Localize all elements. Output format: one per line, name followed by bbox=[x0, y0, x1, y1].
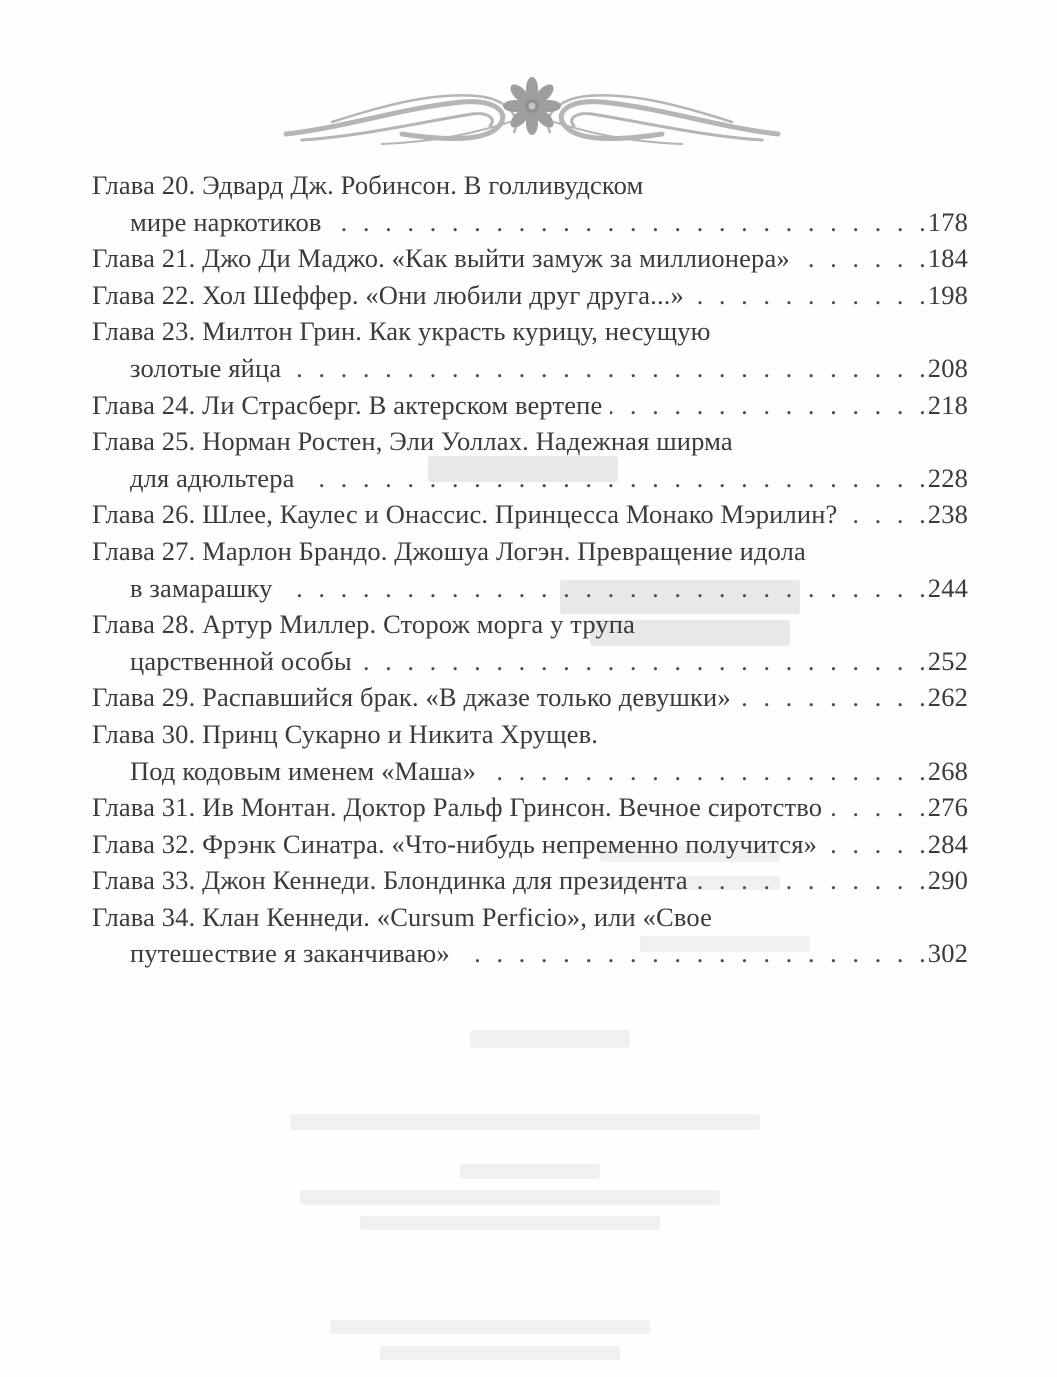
toc-entry-chapter-33[interactable] bbox=[92, 862, 968, 899]
toc-entry-chapter-31[interactable] bbox=[92, 789, 968, 826]
toc-page-number: 290 bbox=[927, 865, 968, 896]
toc-entry-title: Глава 24. Ли Страсберг. В актерском вертепе bbox=[92, 389, 603, 420]
toc-entry-chapter-24[interactable] bbox=[92, 387, 968, 424]
toc-entry-chapter-21[interactable] bbox=[92, 240, 968, 277]
toc-entry-title: Глава 31. Ив Монтан. Доктор Ральф Гринсон. Вечное сиротство bbox=[92, 792, 823, 823]
toc-entry-title-cont: для адюльтера bbox=[130, 462, 295, 493]
toc-entry-chapter-29[interactable] bbox=[92, 679, 968, 716]
toc-entry-title-cont: золотые яйца bbox=[130, 352, 282, 383]
toc-entry-title: Глава 20. Эдвард Дж. Робинсон. В голливудском bbox=[92, 170, 644, 200]
dot-leader bbox=[281, 570, 926, 607]
toc-entry-title: Глава 23. Милтон Грин. Как украсть курицу, несущую bbox=[92, 316, 711, 347]
dot-leader bbox=[484, 753, 926, 790]
toc-entry-title-cont: путешествие я заканчиваю» bbox=[130, 938, 450, 969]
toc-entry-chapter-23[interactable] bbox=[92, 313, 968, 386]
toc-entry-title: Глава 25. Норман Ростен, Эли Уоллах. Надежная ширма bbox=[92, 426, 733, 457]
toc-entry-chapter-25[interactable] bbox=[92, 423, 968, 496]
toc-entry-title: Глава 34. Клан Кеннеди. «Cursum Perficio», или «Свое bbox=[92, 901, 712, 932]
toc-entry-title: Глава 28. Артур Миллер. Сторож морга у трупа bbox=[92, 609, 636, 640]
toc-entry-chapter-34[interactable] bbox=[92, 899, 968, 972]
dot-leader bbox=[303, 460, 926, 497]
dot-leader bbox=[289, 350, 926, 387]
toc-entry-chapter-27[interactable] bbox=[92, 533, 968, 606]
dot-leader bbox=[798, 240, 926, 277]
toc-entry-chapter-28[interactable] bbox=[92, 606, 968, 679]
toc-page-number: 262 bbox=[927, 682, 968, 713]
dot-leader bbox=[696, 862, 926, 899]
toc-entry-chapter-26[interactable] bbox=[92, 496, 968, 533]
dot-leader bbox=[692, 277, 926, 314]
toc-entry-title: Глава 26. Шлее, Каулес и Онассис. Принцесса Монако Мэрилин? bbox=[92, 499, 838, 530]
toc-entry-title: Глава 21. Джо Ди Маджо. «Как выйти замуж за миллионера» bbox=[92, 243, 790, 274]
toc-page-number: 184 bbox=[927, 243, 968, 274]
dot-leader bbox=[830, 789, 926, 826]
dot-leader bbox=[330, 204, 926, 241]
toc-entry-chapter-22[interactable] bbox=[92, 277, 968, 314]
toc-page-number: 238 bbox=[927, 499, 968, 530]
toc-page-number: 252 bbox=[927, 645, 968, 676]
toc-entry-chapter-20[interactable] bbox=[92, 167, 968, 240]
toc-entry-title-cont: в замарашку bbox=[130, 572, 273, 603]
toc-entry-title: Глава 30. Принц Сукарно и Никита Хрущев. bbox=[92, 718, 599, 749]
toc-entry-title: Глава 33. Джон Кеннеди. Блондинка для президента bbox=[92, 865, 688, 896]
toc-entry-title: Глава 27. Марлон Брандо. Джошуа Логэн. Превращение идола bbox=[92, 535, 806, 566]
toc-page-number: 244 bbox=[927, 572, 968, 603]
toc-entry-title: Глава 29. Распавшийся брак. «В джазе только девушки» bbox=[92, 682, 731, 713]
table-of-contents bbox=[92, 167, 968, 972]
toc-page-number: 208 bbox=[927, 352, 968, 383]
toc-page-number: 218 bbox=[927, 389, 968, 420]
dot-leader bbox=[739, 679, 926, 716]
toc-page-number: 302 bbox=[927, 938, 968, 969]
toc-entry-title: Глава 32. Фрэнк Синатра. «Что-нибудь непременно получится» bbox=[92, 828, 817, 859]
toc-page-number: 228 bbox=[927, 462, 968, 493]
toc-entry-title-cont: царственной особы bbox=[130, 645, 352, 676]
dot-leader bbox=[458, 935, 926, 972]
toc-entry-chapter-30[interactable] bbox=[92, 716, 968, 789]
toc-entry-title: Глава 22. Хол Шеффер. «Они любили друг друга...» bbox=[92, 279, 684, 310]
dot-leader bbox=[825, 826, 926, 863]
toc-page-number: 178 bbox=[927, 206, 968, 237]
toc-page-number: 198 bbox=[927, 279, 968, 310]
floral-ornament-icon bbox=[282, 62, 782, 158]
dot-leader bbox=[845, 496, 925, 533]
toc-page-number: 276 bbox=[927, 792, 968, 823]
toc-entry-title-cont: мире наркотиков bbox=[130, 206, 322, 237]
dot-leader bbox=[610, 387, 925, 424]
toc-page-number: 268 bbox=[927, 755, 968, 786]
toc-page-number: 284 bbox=[927, 828, 968, 859]
toc-entry-chapter-32[interactable] bbox=[92, 826, 968, 863]
dot-leader bbox=[360, 643, 926, 680]
toc-entry-title-cont: Под кодовым именем «Маша» bbox=[130, 755, 476, 786]
